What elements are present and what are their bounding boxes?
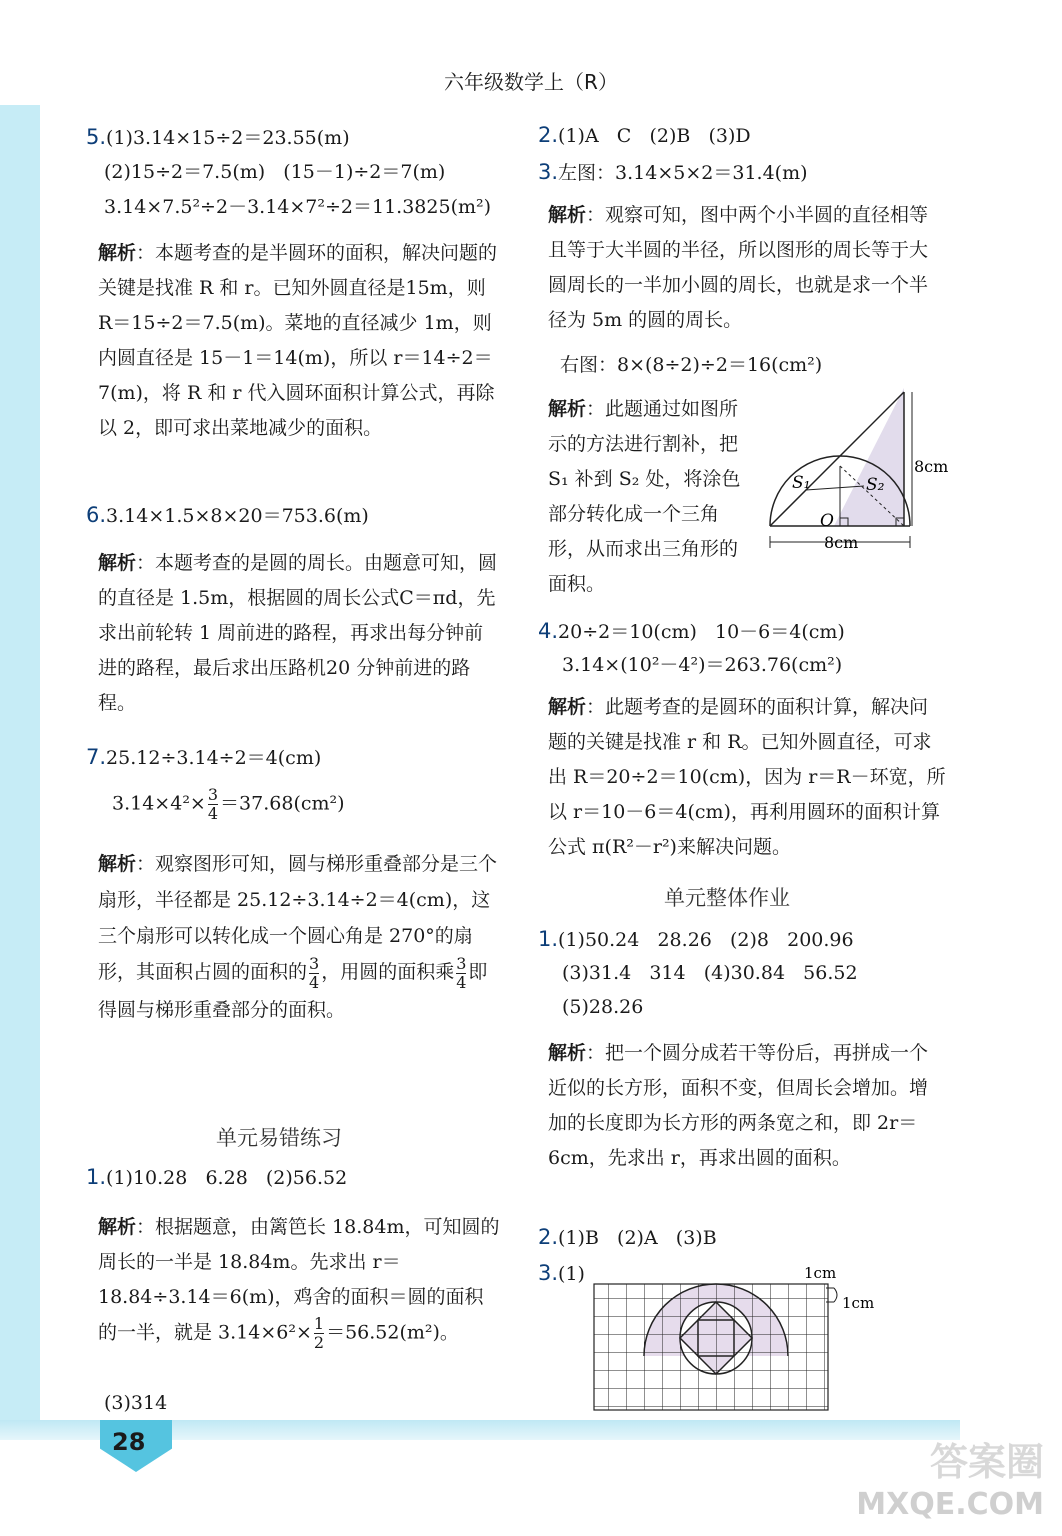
page-number: 28	[112, 1428, 146, 1456]
q2-line1: 2.(1)A C (2)B (3)D	[538, 123, 751, 147]
section-title-unit: 单元整体作业	[664, 886, 790, 910]
fig-label-s1: S₁	[792, 473, 811, 493]
q5-explanation: 解析：本题考查的是半圆环的面积，解决问题的关键是找准 R 和 r。已知外圆直径是15m，则 R＝15÷2＝7.5(m)。菜地的直径减少 1m，则内圆直径是 15－1＝14(m)，所以 r＝14÷2＝7(m)，将 R 和 r 代入圆环面积计算公式，再除以 2，即可求出菜地减少的面积。	[98, 242, 498, 439]
grid-figure	[590, 1262, 890, 1412]
q6-line1: 6.3.14×1.5×8×20＝753.6(m)	[86, 503, 369, 527]
q4-line2: 3.14×(10²－4²)＝263.76(cm²)	[562, 654, 843, 676]
u2-line1: 2.(1)B (2)A (3)B	[538, 1225, 717, 1249]
q4-line1: 4.20÷2＝10(cm) 10－6＝4(cm)	[538, 619, 845, 643]
u1-line2: (3)31.4 314 (4)30.84 56.52	[562, 962, 858, 984]
q4-explanation: 解析：此题考查的是圆环的面积计算，解决问题的关键是找准 r 和 R。已知外圆直径，可求出 R＝20÷2＝10(cm)，因为 r＝R－环宽，所以 r＝10－6＝4(cm)，再利用圆环的面积计算公式 π(R²－r²)来解决问题。	[548, 696, 946, 858]
q7-explanation: 解析：观察图形可知，圆与梯形重叠部分是三个扇形，半径都是 25.12÷3.14÷2＝4(cm)，这三个扇形可以转化成一个圆心角是 270°的扇形，其面积占圆的面积的 $\frac{3}{4}$ ，用圆的面积乘 $\frac{3}{4}$ 即得圆与梯形重叠部分的面积。	[98, 853, 498, 1021]
u1-line1: 1.(1)50.24 28.26 (2)8 200.96	[538, 927, 854, 951]
watermark-logo: 答案圈	[929, 1440, 1044, 1484]
u3-line1: 3.(1)	[538, 1261, 585, 1285]
q3-explanation-2: 解析：此题通过如图所示的方法进行割补，把 S₁ 补到 S₂ 处，将涂色部分转化成一个三角形，从而求出三角形的面积。	[548, 398, 741, 595]
q3-explanation: 解析：观察可知，图中两个小半圆的直径相等且等于大半圆的半径，所以图形的周长等于大圆周长的一半加小圆的周长，也就是求一个半径为 5m 的圆的周长。	[548, 204, 929, 331]
q5-line1: 5.(1)3.14×15÷2＝23.55(m)	[86, 125, 350, 149]
q5-line3: 3.14×7.5²÷2－3.14×7²÷2＝11.3825(m²)	[104, 196, 492, 218]
semicircle-triangle-figure	[764, 388, 954, 558]
q7-line2: 3.14×4²× $\frac{3}{4}$ ＝37.68(cm²)	[112, 785, 345, 823]
page-header: 六年级数学上（R）	[444, 70, 618, 94]
u1-line3: (5)28.26	[562, 996, 644, 1018]
e1-explanation: 解析：根据题意，由篱笆长 18.84m，可知圆的周长的一半是 18.84m。先求出 r＝18.84÷3.14＝6(m)，鸡舍的面积＝圆的面积的一半，就是 3.14×6²× $\frac{1}{2}$ ＝56.52(m²)。	[98, 1216, 500, 1352]
q7-line1: 7.25.12÷3.14÷2＝4(cm)	[86, 745, 322, 769]
fig-label-s2: S₂	[866, 475, 885, 495]
q6-explanation: 解析：本题考查的是圆的周长。由题意可知，圆的直径是 1.5m，根据圆的周长公式C＝πd，先求出前轮转 1 周前进的路程，再求出每分钟前进的路程，最后求出压路机20 分钟前进的路程。	[98, 552, 498, 714]
q3-right-line: 右图：8×(8÷2)÷2＝16(cm²)	[560, 354, 823, 376]
section-title-easy: 单元易错练习	[216, 1126, 342, 1150]
fig-label-side: 8cm	[914, 457, 949, 476]
grid-label-side: 1cm	[842, 1294, 875, 1312]
u1-explanation: 解析：把一个圆分成若干等份后，再拼成一个近似的长方形，面积不变，但周长会增加。增加的长度即为长方形的两条宽之和，即 2r＝6cm，先求出 r，再求出圆的面积。	[548, 1042, 929, 1169]
e1-line3: (3)314	[104, 1392, 168, 1414]
e1-line1: 1.(1)10.28 6.28 (2)56.52	[86, 1165, 348, 1189]
grid-label-top: 1cm	[804, 1264, 837, 1282]
sidebar-band	[0, 105, 40, 1435]
fig-label-o: O	[820, 511, 834, 531]
fig-label-base: 8cm	[824, 533, 859, 552]
watermark-url: MXQE.COM	[856, 1487, 1044, 1522]
q3-line1: 3.左图：3.14×5×2＝31.4(m)	[538, 160, 808, 184]
q5-line2: (2)15÷2＝7.5(m) (15－1)÷2＝7(m)	[104, 161, 446, 183]
